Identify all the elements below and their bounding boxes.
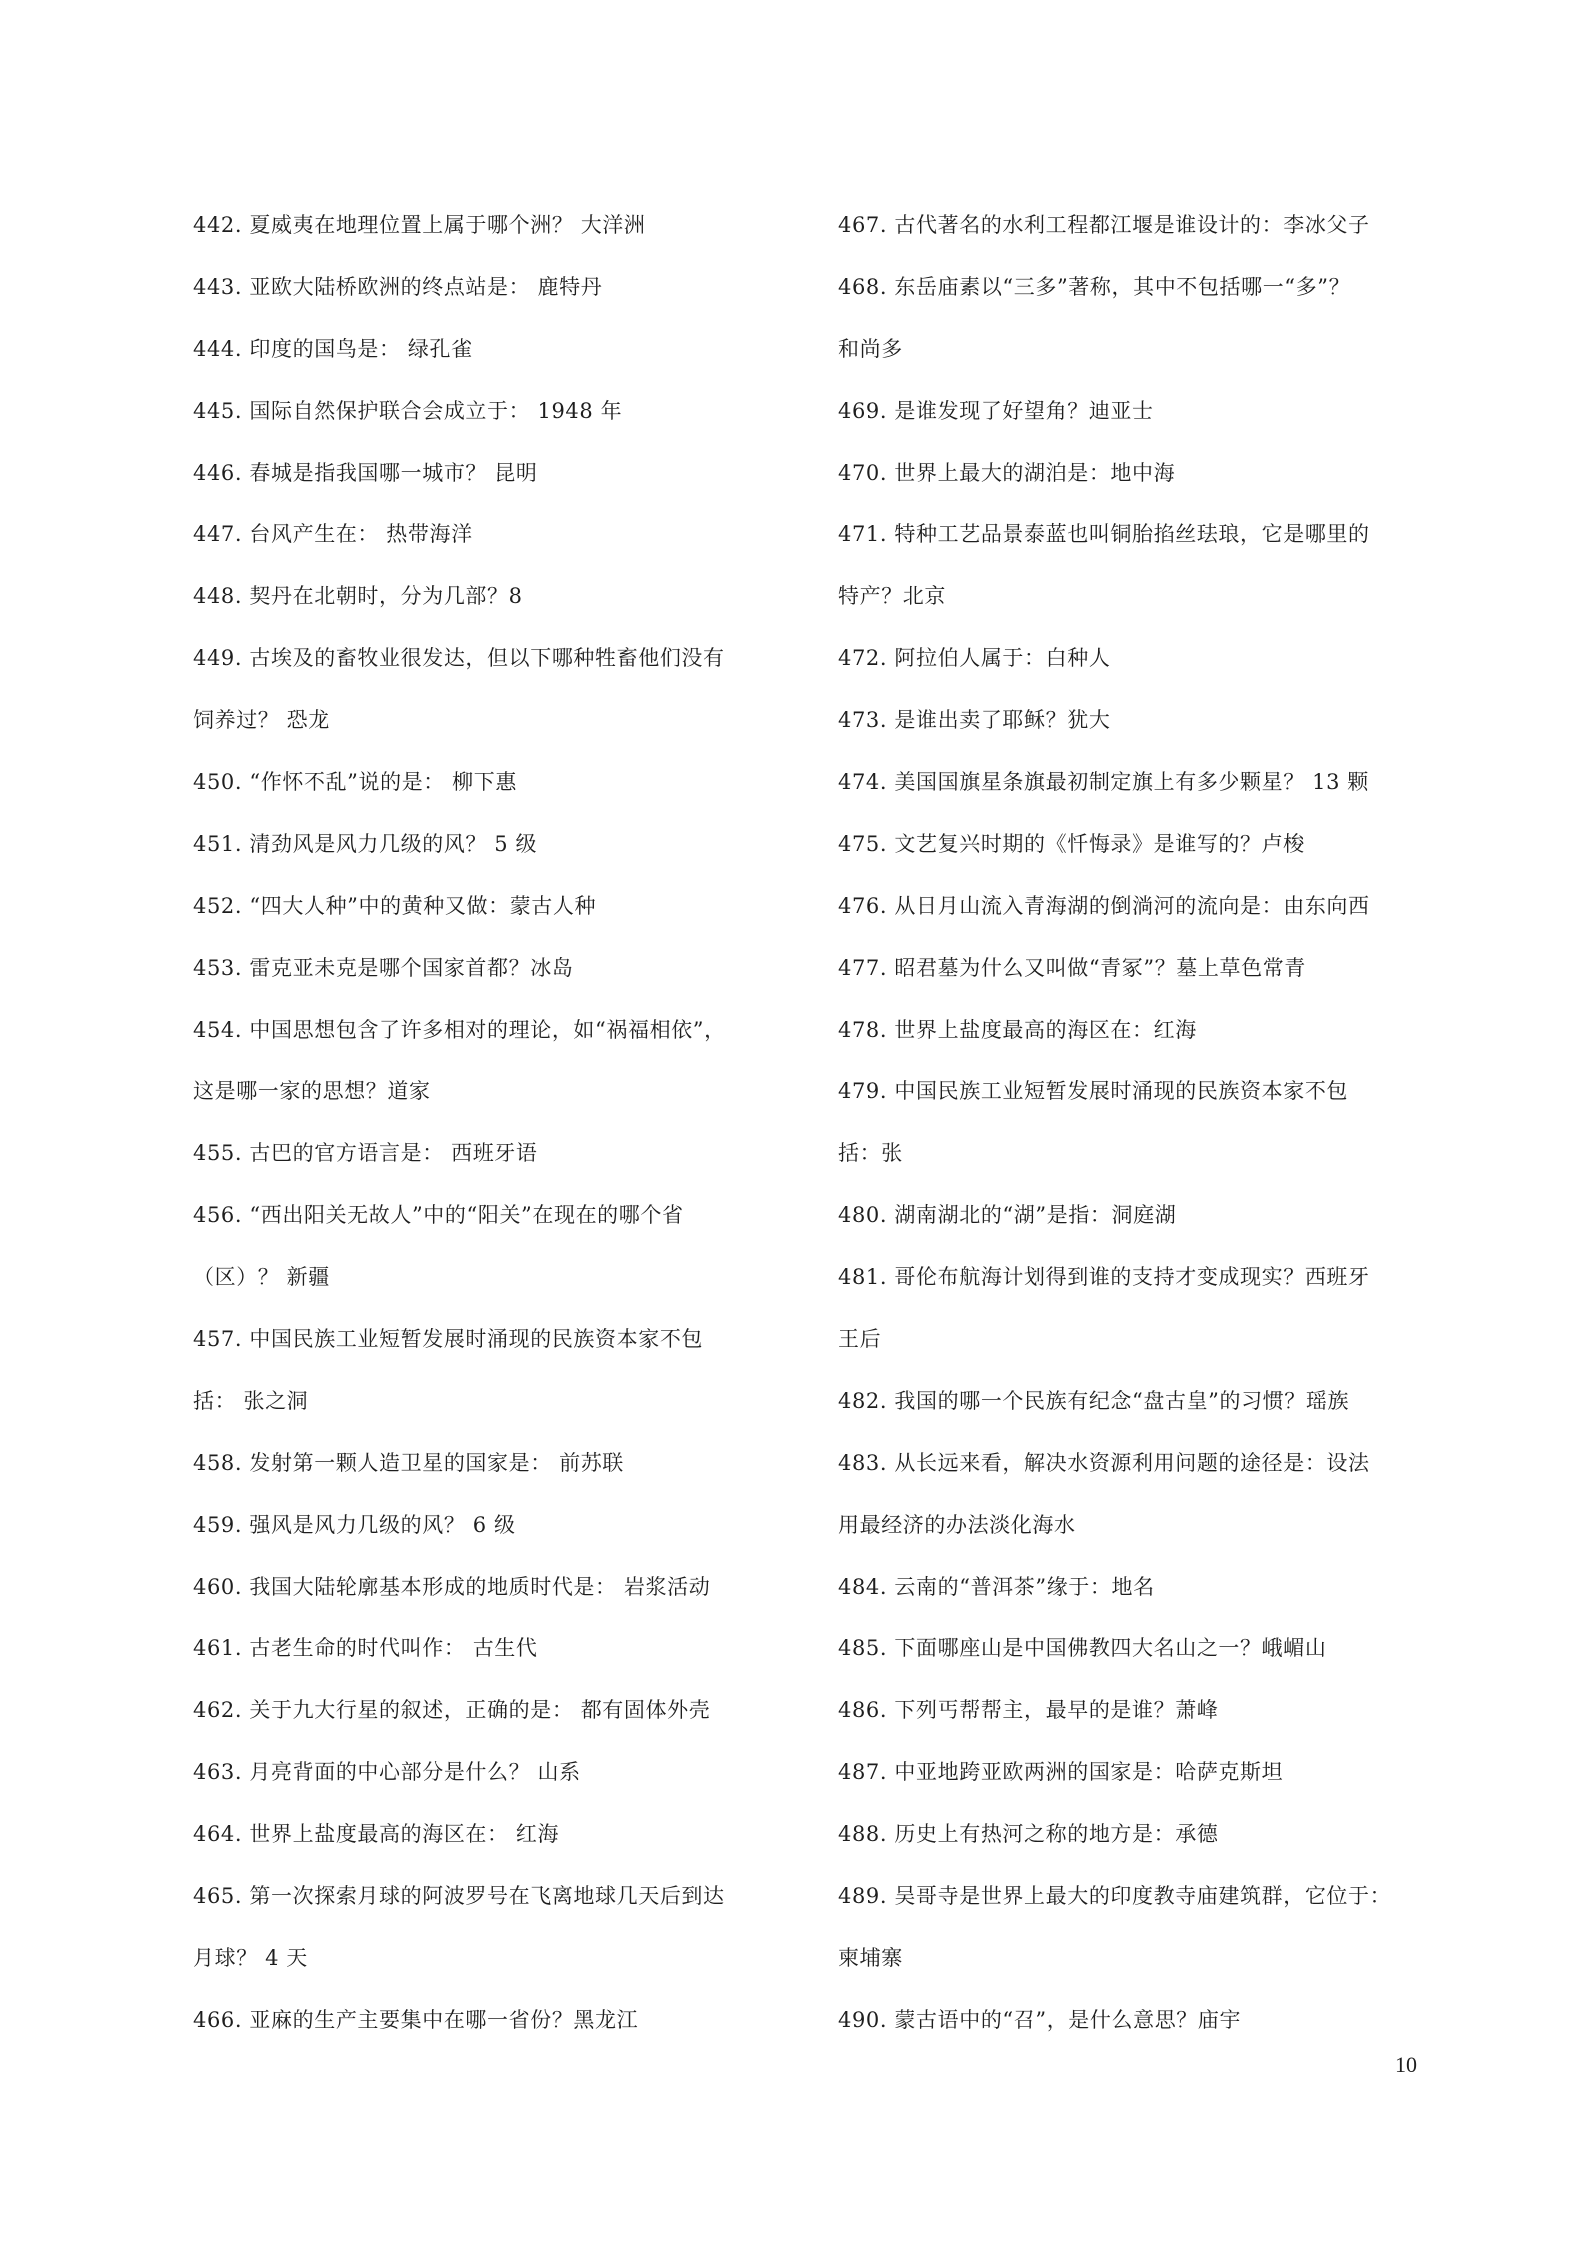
text-line: 481. 哥伦布航海计划得到谁的支持才变成现实？西班牙 (838, 1265, 1370, 1290)
text-line: 490. 蒙古语中的“召”，是什么意思？庙宇 (838, 2007, 1242, 2032)
text-line: 448. 契丹在北朝时，分为几部？8 (193, 584, 523, 609)
text-line: 484. 云南的“普洱茶”缘于：地名 (838, 1574, 1155, 1599)
text-line: 466. 亚麻的生产主要集中在哪一省份？黑龙江 (193, 2007, 639, 2032)
text-line: 453. 雷克亚未克是哪个国家首都？冰岛 (193, 955, 574, 980)
text-line: 和尚多 (838, 336, 903, 361)
text-line: 454. 中国思想包含了许多相对的理论，如“祸福相依”， (193, 1017, 726, 1042)
text-line: 这是哪一家的思想？道家 (193, 1079, 431, 1104)
text-line: 457. 中国民族工业短暂发展时涌现的民族资本家不包 (193, 1327, 704, 1352)
text-line: 477. 昭君墓为什么又叫做“青冢”？墓上草色常青 (838, 955, 1306, 980)
text-line: 特产？北京 (838, 584, 946, 609)
text-line: 446. 春城是指我国哪一城市？ 昆明 (193, 460, 538, 485)
text-line: 487. 中亚地跨亚欧两洲的国家是：哈萨克斯坦 (838, 1760, 1284, 1785)
text-line: 451. 清劲风是风力几级的风？ 5 级 (193, 831, 538, 856)
right-column (838, 195, 1438, 2052)
text-line: 王后 (838, 1327, 882, 1352)
text-line: 486. 下列丐帮帮主，最早的是谁？萧峰 (838, 1698, 1219, 1723)
text-line: 445. 国际自然保护联合会成立于： 1948 年 (193, 398, 623, 423)
text-line: 447. 台风产生在： 热带海洋 (193, 522, 473, 547)
text-line: 474. 美国国旗星条旗最初制定旗上有多少颗星？ 13 颗 (838, 770, 1369, 795)
text-line: 用最经济的办法淡化海水 (838, 1512, 1076, 1537)
text-line: 456. “西出阳关无故人”中的“阳关”在现在的哪个省 (193, 1203, 684, 1228)
text-line: 467. 古代著名的水利工程都江堰是谁设计的：李冰父子 (838, 213, 1370, 237)
text-line: 459. 强风是风力几级的风？ 6 级 (193, 1512, 516, 1537)
text-line: 464. 世界上盐度最高的海区在： 红海 (193, 1822, 560, 1847)
text-line: 455. 古巴的官方语言是： 西班牙语 (193, 1141, 538, 1166)
text-line: 月球？ 4 天 (193, 1945, 308, 1970)
text-line: 461. 古老生命的时代叫作： 古生代 (193, 1636, 538, 1661)
text-line: 450. “作怀不乱”说的是： 柳下惠 (193, 770, 517, 795)
text-line: 471. 特种工艺品景泰蓝也叫铜胎掐丝珐琅，它是哪里的 (838, 522, 1370, 547)
text-line: 482. 我国的哪一个民族有纪念“盘古皇”的习惯？瑶族 (838, 1388, 1350, 1413)
page-number: 10 (1395, 2052, 1417, 2077)
text-line: 470. 世界上最大的湖泊是：地中海 (838, 460, 1176, 485)
text-line: 柬埔寨 (838, 1945, 903, 1970)
text-line: 478. 世界上盐度最高的海区在：红海 (838, 1017, 1197, 1042)
text-line: 462. 关于九大行星的叙述，正确的是： 都有固体外壳 (193, 1698, 711, 1723)
text-line: 458. 发射第一颗人造卫星的国家是： 前苏联 (193, 1450, 624, 1475)
text-line: 476. 从日月山流入青海湖的倒淌河的流向是：由东向西 (838, 893, 1370, 918)
text-line: 480. 湖南湖北的“湖”是指：洞庭湖 (838, 1203, 1177, 1228)
text-line: （区）？ 新疆 (193, 1265, 330, 1290)
text-line: 449. 古埃及的畜牧业很发达，但以下哪种牲畜他们没有 (193, 646, 725, 671)
text-line: 485. 下面哪座山是中国佛教四大名山之一？峨嵋山 (838, 1636, 1327, 1661)
text-line: 468. 东岳庙素以“三多”著称，其中不包括哪一“多”？ (838, 274, 1351, 299)
text-line: 488. 历史上有热河之称的地方是：承德 (838, 1822, 1219, 1847)
left-column (193, 195, 843, 2052)
text-line: 括： 张之洞 (193, 1388, 309, 1413)
text-line: 444. 印度的国鸟是： 绿孔雀 (193, 336, 473, 361)
text-line: 463. 月亮背面的中心部分是什么？ 山系 (193, 1760, 581, 1785)
text-line: 479. 中国民族工业短暂发展时涌现的民族资本家不包 (838, 1079, 1349, 1104)
text-line: 443. 亚欧大陆桥欧洲的终点站是： 鹿特丹 (193, 274, 603, 299)
text-line: 442. 夏威夷在地理位置上属于哪个洲？ 大洋洲 (193, 213, 646, 237)
text-line: 括：张 (838, 1141, 903, 1166)
text-line: 473. 是谁出卖了耶稣？犹大 (838, 708, 1111, 733)
text-line: 452. “四大人种”中的黄种又做：蒙古人种 (193, 893, 597, 918)
text-line: 460. 我国大陆轮廓基本形成的地质时代是： 岩浆活动 (193, 1574, 711, 1599)
text-line: 465. 第一次探索月球的阿波罗号在飞离地球几天后到达 (193, 1884, 725, 1909)
text-line: 469. 是谁发现了好望角？迪亚士 (838, 398, 1154, 423)
text-line: 483. 从长远来看，解决水资源利用问题的途径是：设法 (838, 1450, 1370, 1475)
text-line: 饲养过？ 恐龙 (193, 708, 330, 733)
text-line: 475. 文艺复兴时期的《忏悔录》是谁写的？卢梭 (838, 831, 1305, 856)
text-line: 472. 阿拉伯人属于：白种人 (838, 646, 1111, 671)
text-line: 489. 吴哥寺是世界上最大的印度教寺庙建筑群，它位于： (838, 1884, 1392, 1909)
